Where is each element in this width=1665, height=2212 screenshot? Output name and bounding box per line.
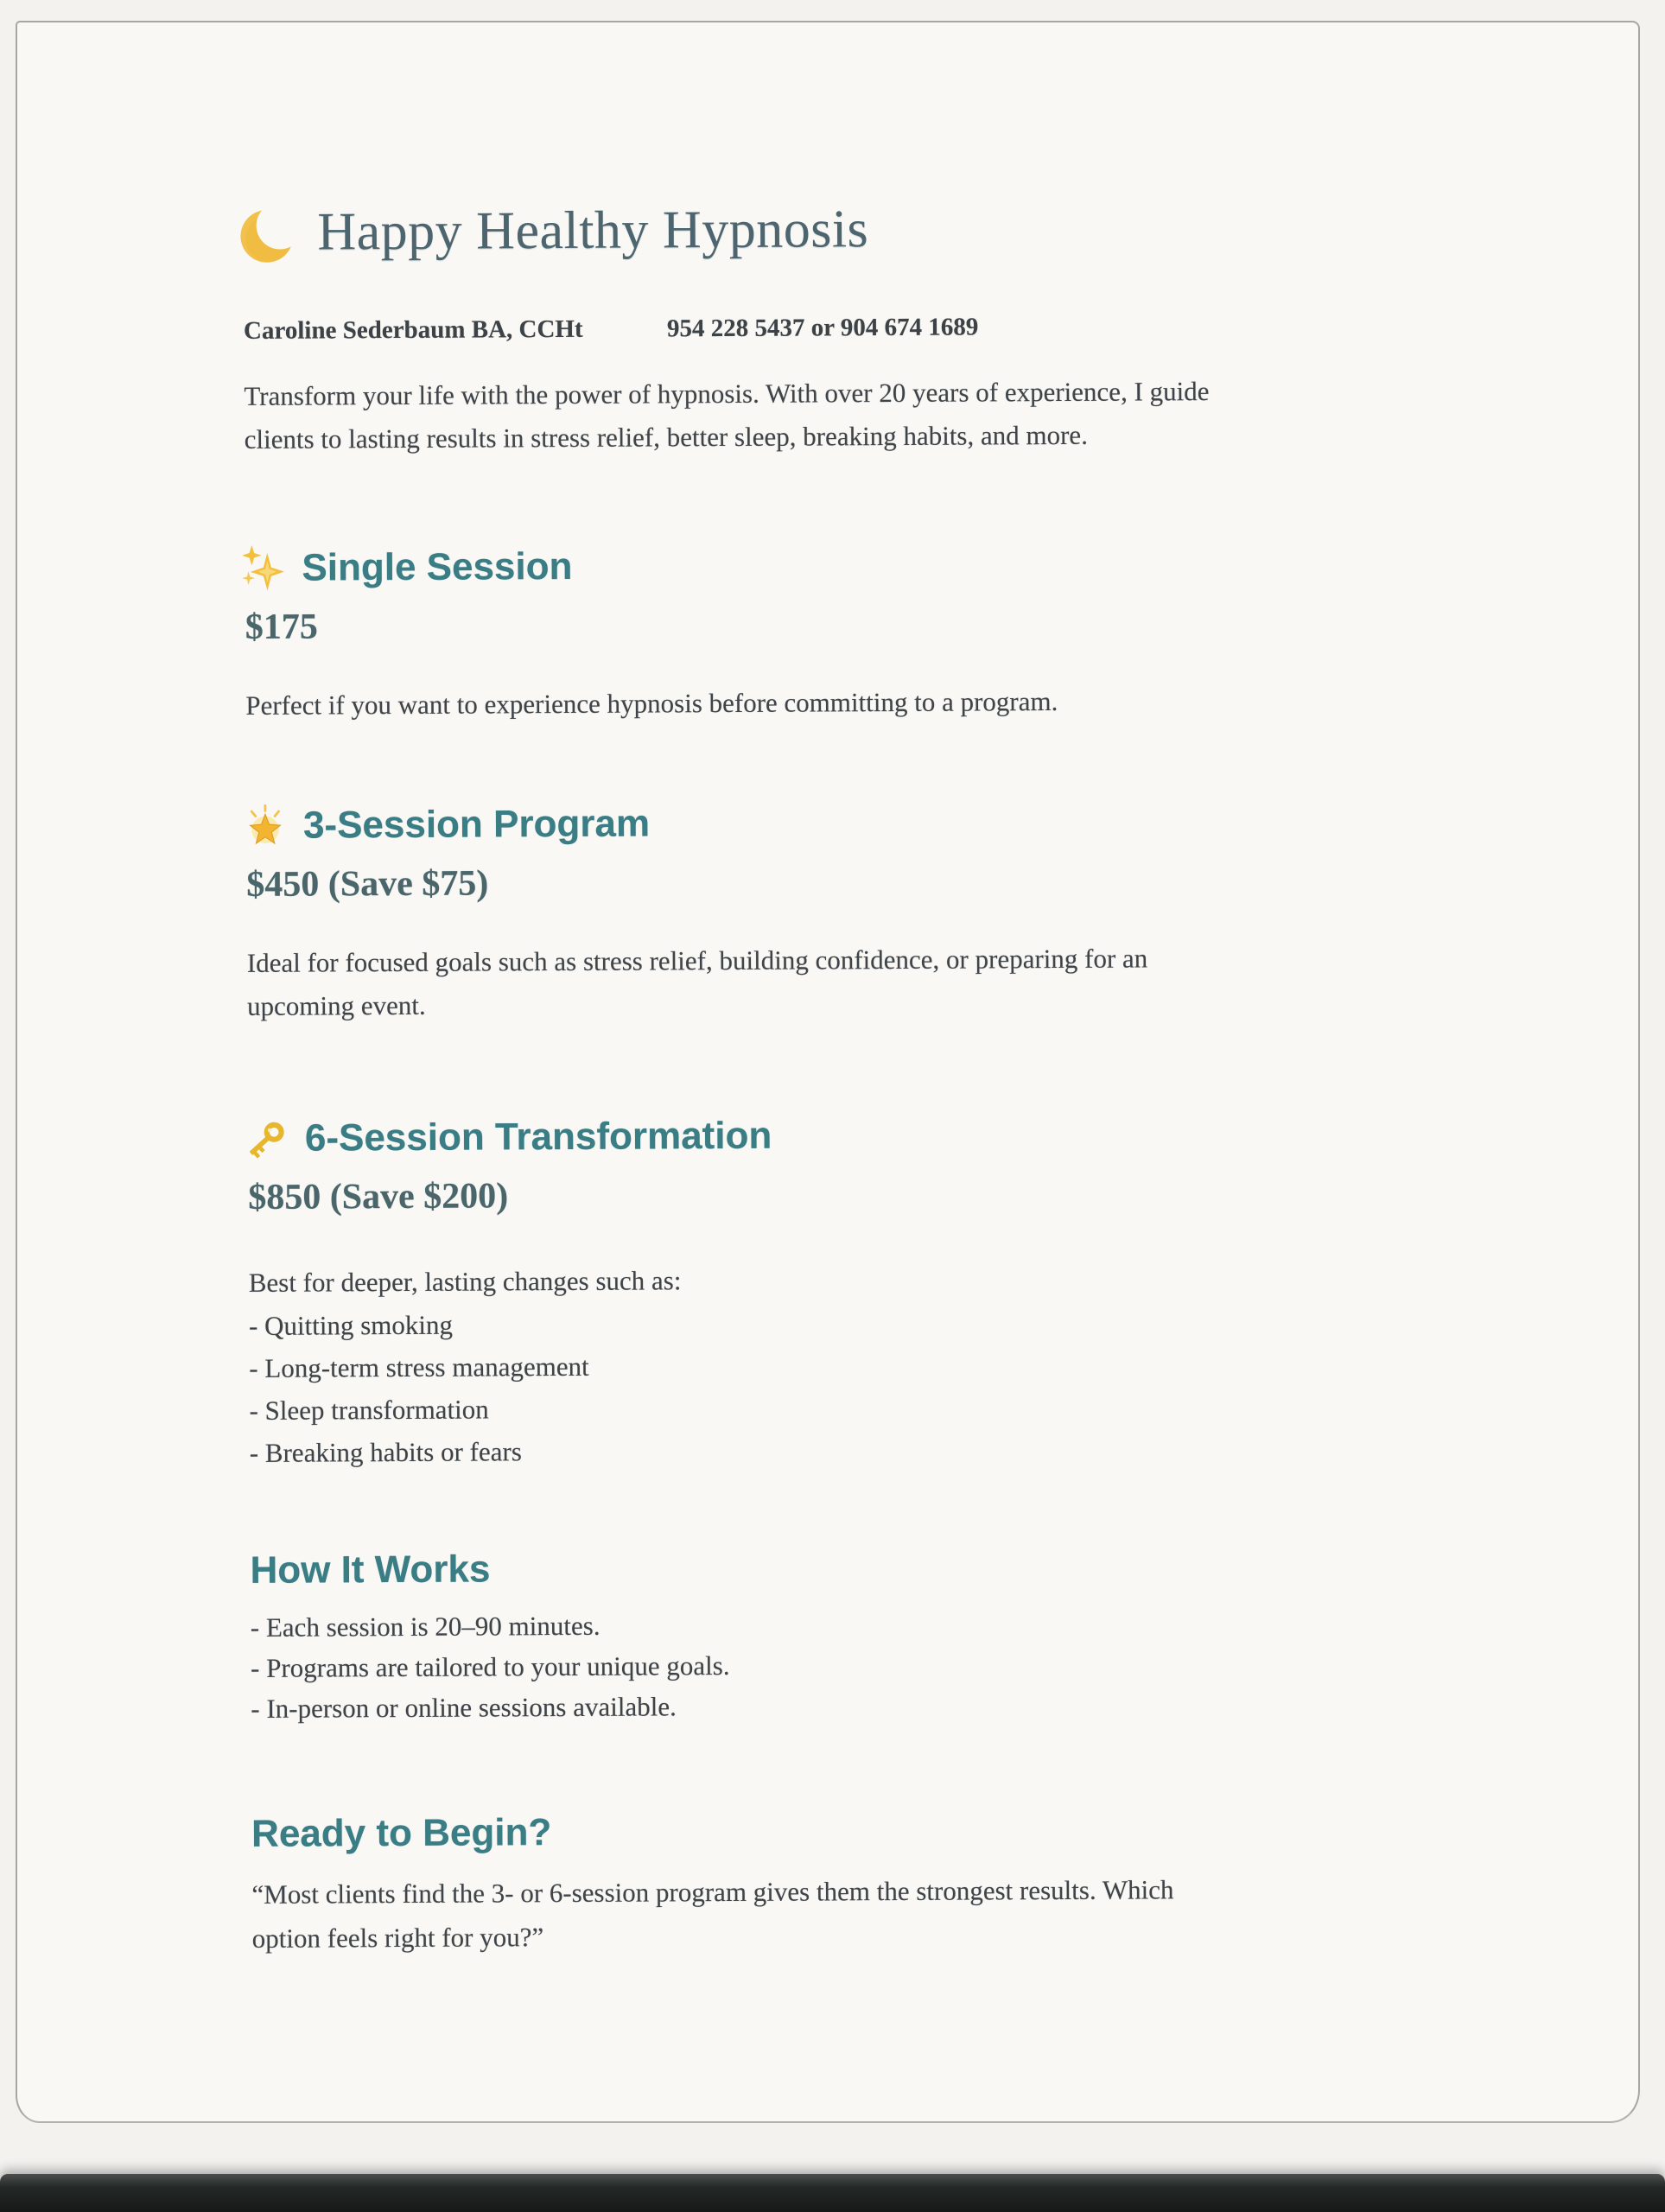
single-session-heading-row bbox=[245, 537, 1471, 592]
glowing-star-icon bbox=[241, 802, 289, 850]
flyer-content bbox=[242, 0, 1479, 1961]
intro-paragraph: Transform your life with the power of hypnosis. With over 20 years of experience, I guide clients to lasting results in stress relief, better sleep, breaking habits, and more. bbox=[244, 376, 1210, 454]
crescent-moon-icon bbox=[238, 199, 303, 266]
six-session-benefits bbox=[249, 1255, 1477, 1473]
six-session-heading-row bbox=[248, 1108, 1475, 1162]
list-item: - Breaking habits or fears bbox=[249, 1436, 522, 1468]
key-icon bbox=[243, 1115, 291, 1163]
single-session-price: $175 bbox=[245, 607, 318, 647]
phone-numbers: 954 228 5437 or 904 674 1689 bbox=[666, 313, 979, 343]
single-session-description: Perfect if you want to experience hypnosis before committing to a program. bbox=[245, 686, 1058, 721]
three-session-heading-row bbox=[246, 795, 1473, 849]
six-session-description: Best for deeper, lasting changes such as: bbox=[248, 1265, 682, 1298]
ready-to-begin-heading: Ready to Begin? bbox=[251, 1811, 552, 1855]
list-item: - In-person or online sessions available. bbox=[251, 1691, 677, 1724]
page-title: Happy Healthy Hypnosis bbox=[317, 200, 869, 262]
six-session-price: $850 (Save $200) bbox=[248, 1176, 509, 1217]
list-item: - Quitting smoking bbox=[248, 1309, 454, 1341]
list-item: - Long-term stress management bbox=[249, 1351, 589, 1383]
sparkles-icon bbox=[239, 544, 288, 593]
six-session-heading: 6-Session Transformation bbox=[304, 1114, 772, 1160]
list-item: - Programs are tailored to your unique goals. bbox=[251, 1650, 730, 1683]
list-item: - Sleep transformation bbox=[249, 1394, 489, 1426]
desk-edge-bar bbox=[0, 2174, 1665, 2212]
title-row bbox=[238, 192, 1470, 267]
practitioner-name: Caroline Sederbaum BA, CCHt bbox=[243, 315, 583, 345]
single-session-heading: Single Session bbox=[302, 544, 573, 589]
byline bbox=[244, 311, 1471, 346]
how-it-works-heading: How It Works bbox=[250, 1548, 491, 1592]
three-session-description: Ideal for focused goals such as stress relief, building confidence, or preparing for an upcoming event. bbox=[246, 943, 1148, 1021]
list-item: - Each session is 20–90 minutes. bbox=[250, 1610, 601, 1643]
three-session-price: $450 (Save $75) bbox=[246, 863, 489, 905]
how-it-works-list bbox=[251, 1600, 1478, 1728]
three-session-heading: 3-Session Program bbox=[302, 802, 651, 847]
closing-quote: “Most clients find the 3- or 6-session program gives them the strongest results. Which option feels right for you?” bbox=[251, 1874, 1174, 1954]
